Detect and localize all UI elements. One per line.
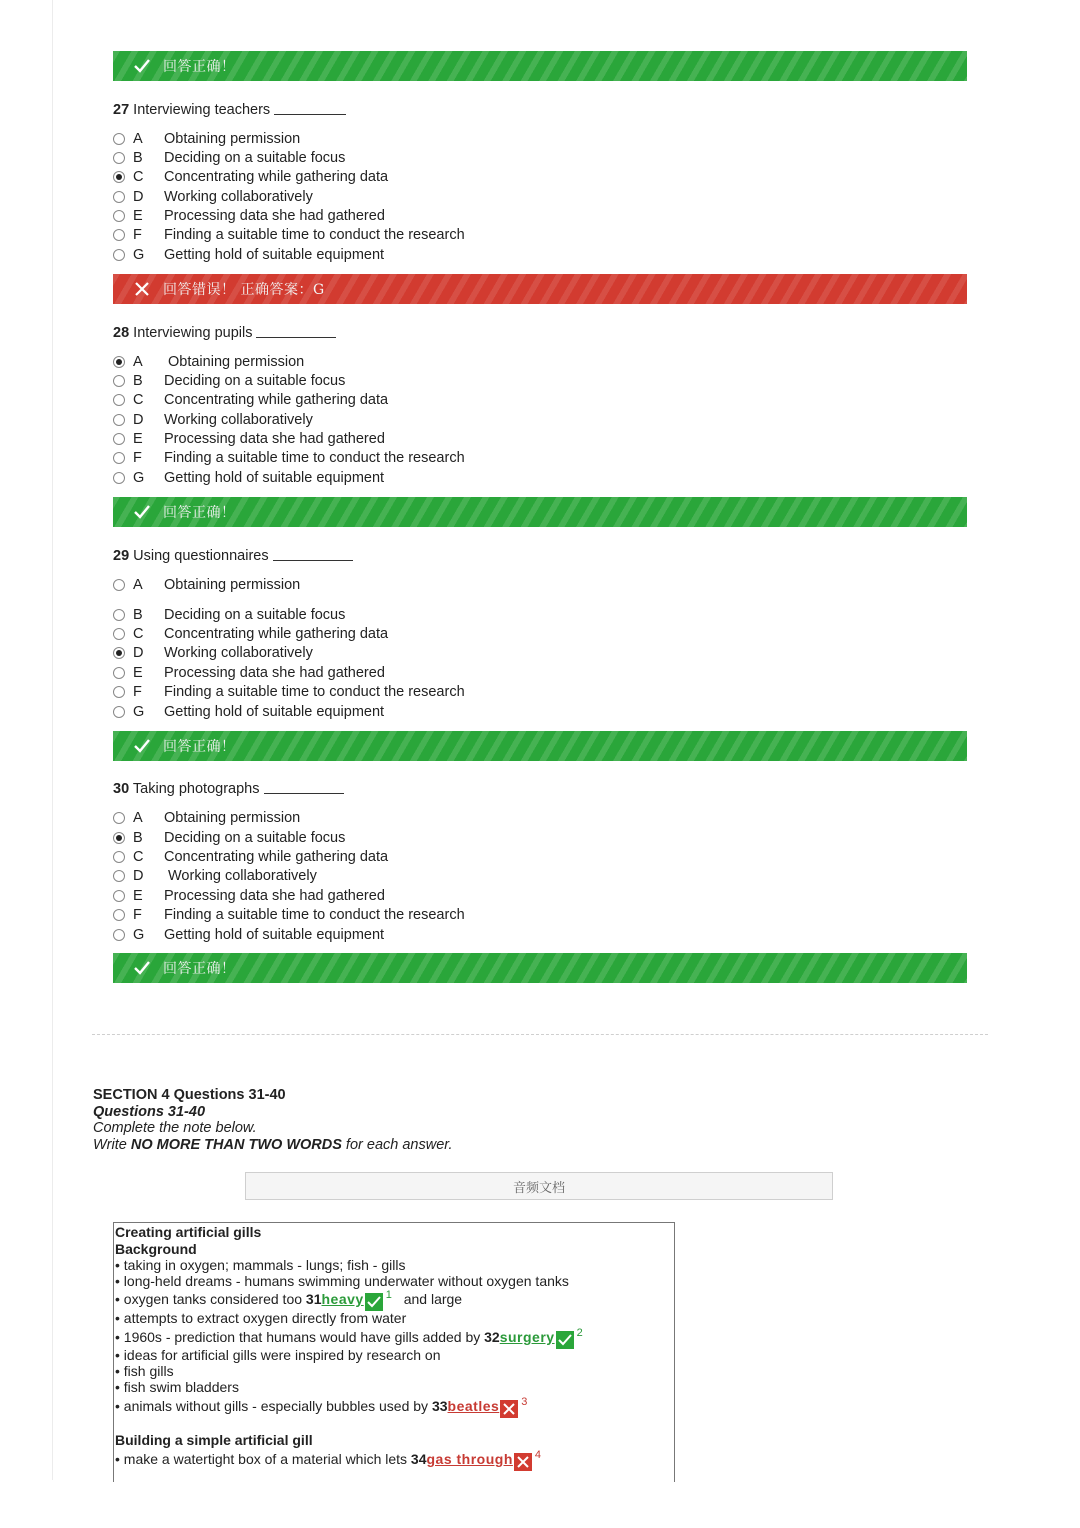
radio-button[interactable] (113, 249, 125, 261)
radio-button[interactable] (113, 229, 125, 241)
radio-button[interactable] (113, 210, 125, 222)
question-text: Taking photographs (132, 781, 260, 797)
audio-label: 音频文档 (512, 1180, 565, 1196)
answer-blank (256, 337, 336, 338)
option-g[interactable]: G Getting hold of suitable equipment (113, 469, 384, 487)
radio-button[interactable] (113, 414, 125, 426)
answer-blank (274, 114, 346, 115)
question-text: Interviewing teachers (133, 102, 271, 118)
note-line-q32: • 1960s - prediction that humans would have gills added by 32surgery $^2$ (115, 1327, 583, 1349)
radio-button[interactable] (113, 609, 125, 621)
option-d[interactable]: D Working collaboratively (113, 411, 313, 429)
option-f[interactable]: F Finding a suitable time to conduct the research (113, 226, 465, 244)
answer-blank (273, 560, 353, 561)
page-left-border (52, 0, 53, 1480)
radio-button[interactable] (113, 929, 125, 941)
result-banner-wrong (113, 274, 967, 304)
radio-button[interactable] (113, 667, 125, 679)
question-title (113, 325, 336, 341)
radio-button-selected[interactable] (113, 171, 125, 183)
note-line-q33: • animals without gills - especially bubbles used by 33beatles $^3$ (115, 1396, 527, 1418)
radio-button[interactable] (113, 812, 125, 824)
check-icon (131, 735, 153, 757)
option-a[interactable]: A Obtaining permission (113, 576, 300, 594)
radio-button[interactable] (113, 870, 125, 882)
question-text: Using questionnaires (133, 548, 269, 564)
cross-icon (500, 1400, 518, 1418)
option-e[interactable]: E Processing data she had gathered (113, 207, 385, 225)
radio-button[interactable] (113, 433, 125, 445)
option-f[interactable]: F Finding a suitable time to conduct the research (113, 449, 465, 467)
option-c[interactable]: C Concentrating while gathering data (113, 391, 388, 409)
section-heading: SECTION 4 Questions 31-40 (93, 1087, 286, 1103)
option-c[interactable]: C Concentrating while gathering data (113, 625, 388, 643)
answer-33[interactable]: beatles (447, 1398, 500, 1414)
option-a[interactable]: A Obtaining permission (113, 353, 304, 371)
note-line-q34: • make a watertight box of a material which lets 34gas through $^4$ (115, 1449, 541, 1471)
radio-button[interactable] (113, 394, 125, 406)
option-a[interactable]: A Obtaining permission (113, 130, 300, 148)
radio-button[interactable] (113, 452, 125, 464)
notes-heading-building: Building a simple artificial gill (115, 1432, 313, 1448)
option-b[interactable]: B Deciding on a suitable focus (113, 606, 345, 624)
question-number: 28 (113, 325, 130, 341)
question-title (113, 102, 346, 118)
question-text: Interviewing pupils (133, 325, 253, 341)
option-e[interactable]: E Processing data she had gathered (113, 430, 385, 448)
section-instruction: Complete the note below. (93, 1120, 257, 1136)
radio-button[interactable] (113, 472, 125, 484)
answer-31[interactable]: heavy (321, 1291, 364, 1307)
result-text: 回答正确！ (163, 739, 236, 755)
section-instruction-words: Write NO MORE THAN TWO WORDS for each answer. (93, 1136, 453, 1153)
result-banner-correct (113, 953, 967, 983)
note-line: • fish swim bladders (115, 1379, 239, 1395)
option-f[interactable]: F Finding a suitable time to conduct the research (113, 683, 465, 701)
result-text: 回答正确！ (163, 59, 236, 75)
radio-button[interactable] (113, 851, 125, 863)
note-line: • taking in oxygen; mammals - lungs; fish - gills (115, 1257, 406, 1273)
question-number: 30 (113, 781, 130, 797)
check-icon (131, 55, 153, 77)
option-c[interactable]: C Concentrating while gathering data (113, 168, 388, 186)
radio-button-selected[interactable] (113, 647, 125, 659)
result-banner-correct (113, 731, 967, 761)
answer-34[interactable]: gas through (426, 1451, 513, 1467)
audio-document-button[interactable] (245, 1172, 833, 1200)
option-g[interactable]: G Getting hold of suitable equipment (113, 703, 384, 721)
radio-button[interactable] (113, 628, 125, 640)
answer-32[interactable]: surgery (499, 1329, 555, 1345)
question-number: 29 (113, 548, 130, 564)
option-f[interactable]: F Finding a suitable time to conduct the research (113, 906, 465, 924)
notes-heading-background: Background (115, 1241, 197, 1257)
option-g[interactable]: G Getting hold of suitable equipment (113, 246, 384, 264)
option-c[interactable]: C Concentrating while gathering data (113, 848, 388, 866)
radio-button[interactable] (113, 152, 125, 164)
option-d[interactable]: D Working collaboratively (113, 188, 313, 206)
cross-icon (514, 1453, 532, 1471)
note-line: • attempts to extract oxygen directly from water (115, 1310, 407, 1326)
radio-button[interactable] (113, 909, 125, 921)
check-icon (131, 501, 153, 523)
radio-button-selected[interactable] (113, 356, 125, 368)
option-b[interactable]: B Deciding on a suitable focus (113, 149, 345, 167)
radio-button-selected[interactable] (113, 832, 125, 844)
answer-blank (264, 793, 344, 794)
radio-button[interactable] (113, 706, 125, 718)
option-b[interactable]: B Deciding on a suitable focus (113, 829, 345, 847)
radio-button[interactable] (113, 375, 125, 387)
option-d[interactable]: D Working collaboratively (113, 644, 313, 662)
check-icon (556, 1331, 574, 1349)
result-text: 回答正确！ (163, 505, 236, 521)
check-icon (365, 1293, 383, 1311)
note-line-q31: • oxygen tanks considered too 31heavy $^1$ and large (115, 1289, 462, 1311)
radio-button[interactable] (113, 686, 125, 698)
section-header (93, 1087, 453, 1153)
option-e[interactable]: E Processing data she had gathered (113, 887, 385, 905)
option-e[interactable]: E Processing data she had gathered (113, 664, 385, 682)
option-b[interactable]: B Deciding on a suitable focus (113, 372, 345, 390)
radio-button[interactable] (113, 579, 125, 591)
radio-button[interactable] (113, 191, 125, 203)
radio-button[interactable] (113, 890, 125, 902)
section-divider (92, 1034, 988, 1035)
note-line: • fish gills (115, 1363, 174, 1379)
result-text: 回答错误！ 正确答案：G (163, 282, 325, 298)
note-line: • ideas for artificial gills were inspired by research on (115, 1347, 441, 1363)
question-title (113, 781, 344, 797)
notes-box (113, 1222, 675, 1482)
radio-button[interactable] (113, 133, 125, 145)
option-d[interactable]: D Working collaboratively (113, 867, 317, 885)
section-subheading: Questions 31-40 (93, 1103, 206, 1120)
result-text: 回答正确！ (163, 961, 236, 977)
result-banner-correct (113, 497, 967, 527)
question-number: 27 (113, 102, 130, 118)
result-banner-correct (113, 51, 967, 81)
cross-icon (131, 278, 153, 300)
question-title (113, 548, 353, 564)
check-icon (131, 957, 153, 979)
option-g[interactable]: G Getting hold of suitable equipment (113, 926, 384, 944)
notes-title: Creating artificial gills (115, 1224, 262, 1240)
option-a[interactable]: A Obtaining permission (113, 809, 300, 827)
note-line: • long-held dreams - humans swimming underwater without oxygen tanks (115, 1273, 569, 1289)
